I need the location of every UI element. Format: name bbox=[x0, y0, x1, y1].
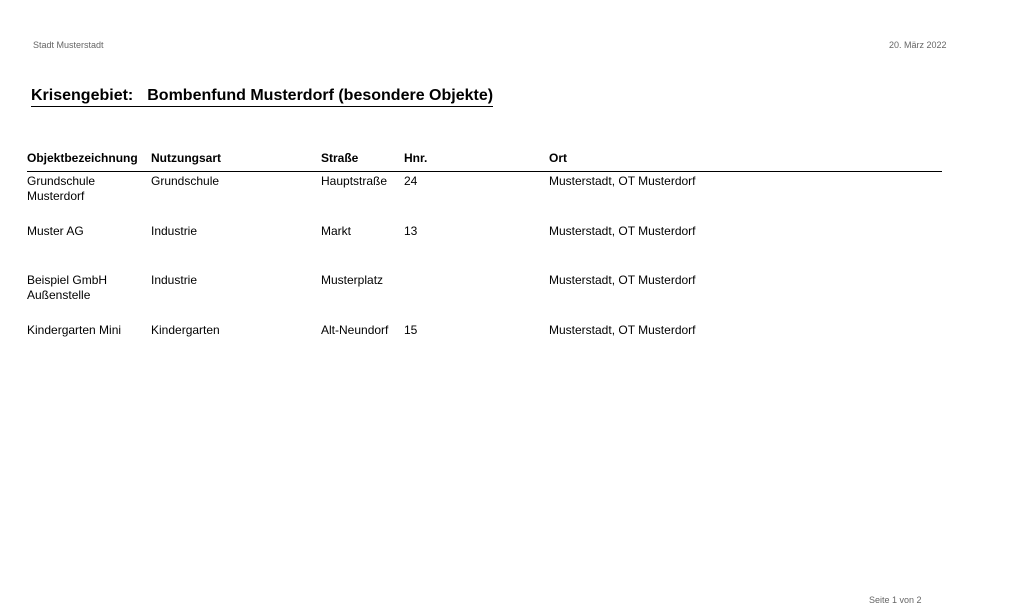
cell-strasse: Alt-Neundorf bbox=[321, 323, 389, 337]
cell-ort: Musterstadt, OT Musterdorf bbox=[549, 323, 696, 337]
title-label: Krisengebiet: bbox=[31, 87, 134, 104]
cell-ort: Musterstadt, OT Musterdorf bbox=[549, 273, 696, 287]
page-header-organization: Stadt Musterstadt bbox=[33, 40, 104, 50]
page-footer-page-number: Seite 1 von 2 bbox=[869, 595, 922, 605]
column-header-nutzungsart: Nutzungsart bbox=[151, 151, 221, 165]
cell-hnr: 15 bbox=[404, 323, 418, 337]
document-title bbox=[31, 87, 493, 107]
cell-strasse: Hauptstraße bbox=[321, 174, 388, 188]
cell-nutzungsart: Kindergarten bbox=[151, 323, 220, 337]
cell-objektbezeichnung: Beispiel GmbH Außenstelle bbox=[27, 273, 108, 302]
header-divider bbox=[27, 171, 942, 172]
cell-objektbezeichnung: Kindergarten Mini bbox=[27, 323, 122, 337]
cell-strasse: Musterplatz bbox=[321, 273, 384, 287]
cell-objektbezeichnung: Muster AG bbox=[27, 224, 84, 238]
column-header-ort: Ort bbox=[549, 151, 567, 165]
table-row bbox=[0, 323, 1024, 371]
table-row bbox=[0, 224, 1024, 272]
table-row bbox=[0, 273, 1024, 321]
cell-strasse: Markt bbox=[321, 224, 351, 238]
column-header-hnr: Hnr. bbox=[404, 151, 428, 165]
page-header-date: 20. März 2022 bbox=[889, 40, 947, 50]
cell-objektbezeichnung: Grundschule Musterdorf bbox=[27, 174, 96, 203]
cell-hnr: 13 bbox=[404, 224, 418, 238]
cell-nutzungsart: Grundschule bbox=[151, 174, 220, 188]
column-header-strasse: Straße bbox=[321, 151, 359, 165]
title-text: Bombenfund Musterdorf (besondere Objekte) bbox=[147, 87, 494, 104]
cell-ort: Musterstadt, OT Musterdorf bbox=[549, 174, 696, 188]
table-row bbox=[0, 174, 1024, 222]
cell-nutzungsart: Industrie bbox=[151, 224, 198, 238]
cell-nutzungsart: Industrie bbox=[151, 273, 198, 287]
cell-ort: Musterstadt, OT Musterdorf bbox=[549, 224, 696, 238]
cell-hnr: 24 bbox=[404, 174, 418, 188]
column-header-objektbezeichnung: Objektbezeichnung bbox=[27, 151, 138, 165]
